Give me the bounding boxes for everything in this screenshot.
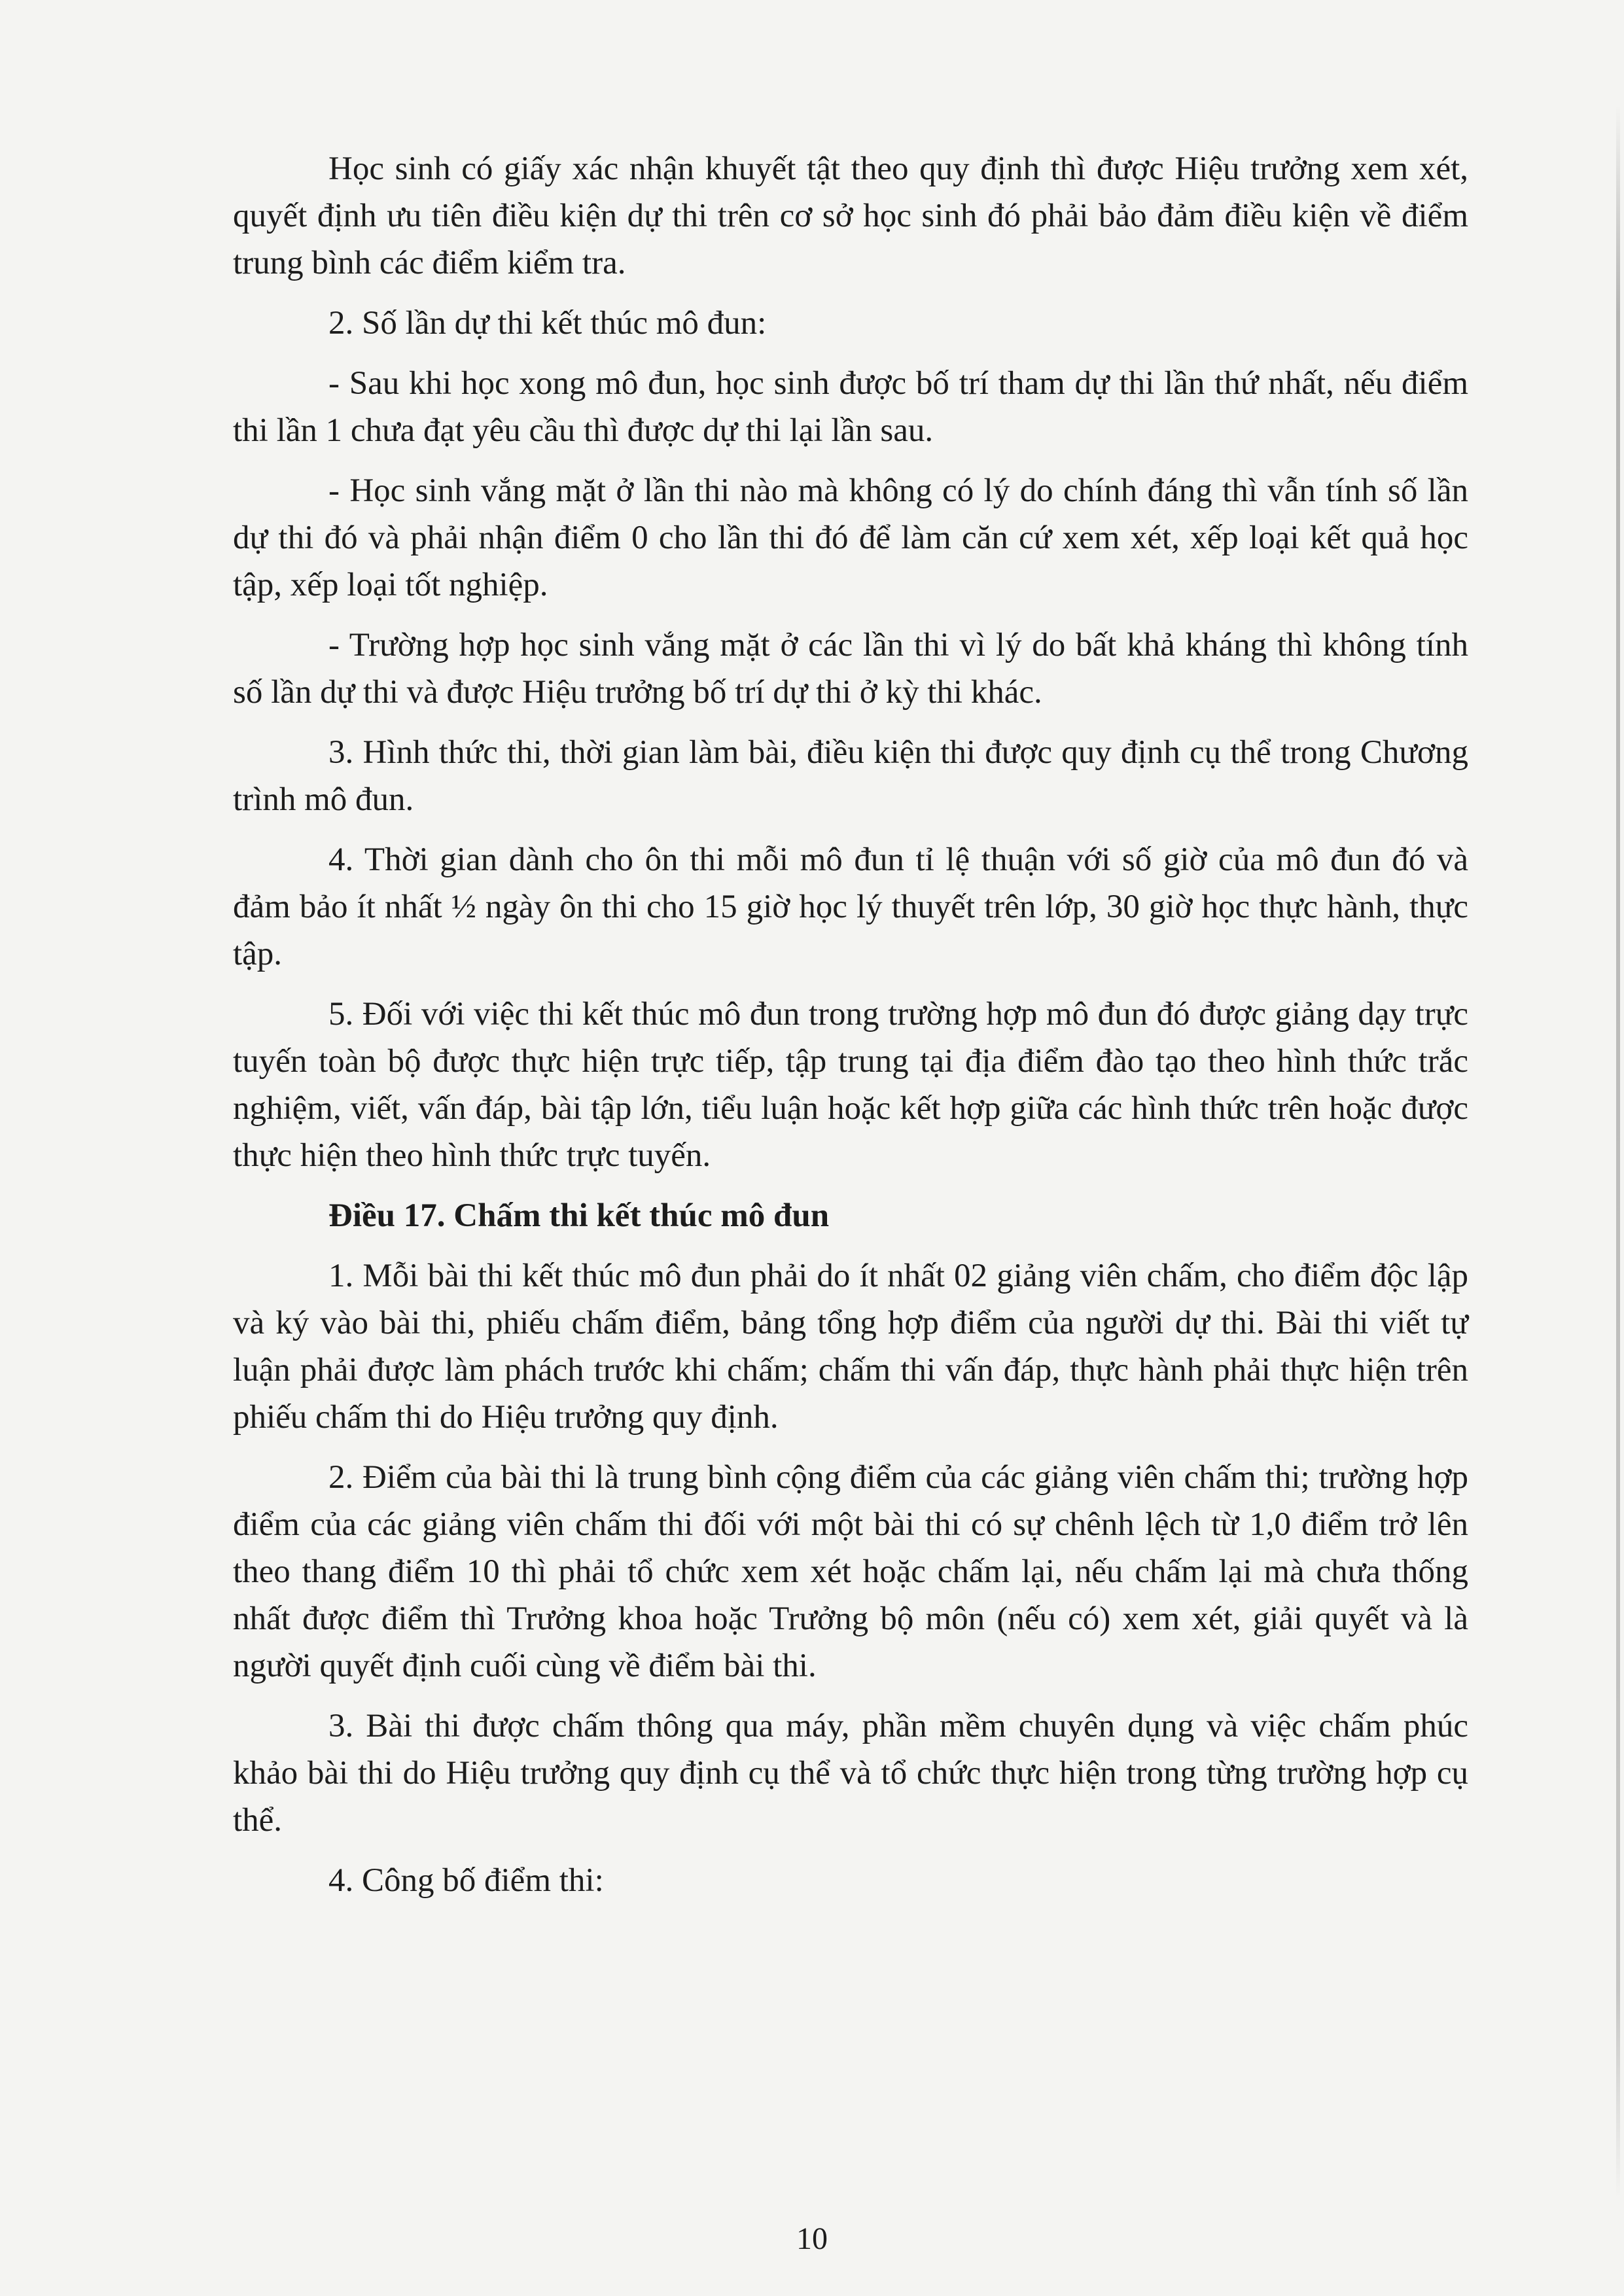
paragraph-machine-grading: 3. Bài thi được chấm thông qua máy, phần mềm chuyên dụng và việc chấm phúc khảo bài thi do Hiệu trưởng quy định cụ thể và tổ chức thực hiện trong từng trường hợp cụ thể.: [233, 1708, 1468, 1839]
paragraph-absence-force-majeure: - Trường hợp học sinh vắng mặt ở các lần thi vì lý do bất khả kháng thì không tính số lần dự thi và được Hiệu trưởng bố trí dự thi ở kỳ thi khác.: [233, 627, 1468, 711]
paragraph-exam-attempts-heading: 2. Số lần dự thi kết thúc mô đun:: [328, 305, 767, 342]
paragraph-review-time: 4. Thời gian dành cho ôn thi mỗi mô đun tỉ lệ thuận với số giờ của mô đun đó và đảm bảo ít nhất ½ ngày ôn thi cho 15 giờ học lý thuyết trên lớp, 30 giờ học thực hành, thực tập.: [233, 841, 1468, 972]
scan-edge-shadow: [1616, 105, 1620, 2199]
paragraph-absence-no-reason: - Học sinh vắng mặt ở lần thi nào mà không có lý do chính đáng thì vẫn tính số lần dự thi đó và phải nhận điểm 0 cho lần thi đó để làm căn cứ xem xét, xếp loại kết quả học tập, xếp loại tốt nghiệp.: [233, 472, 1468, 603]
paragraph-disability-priority: Học sinh có giấy xác nhận khuyết tật theo quy định thì được Hiệu trưởng xem xét, quyết định ưu tiên điều kiện dự thi trên cơ sở học sinh đó phải bảo đảm điều kiện về điểm trung bình các điểm kiểm tra.: [233, 150, 1468, 281]
paragraph-score-announcement: 4. Công bố điểm thi:: [328, 1862, 604, 1899]
page-number: 10: [796, 2221, 828, 2256]
paragraph-grading-two-lecturers: 1. Mỗi bài thi kết thúc mô đun phải do ít nhất 02 giảng viên chấm, cho điểm độc lập và ký vào bài thi, phiếu chấm điểm, bảng tổng hợp điểm của người dự thi. Bài thi viết tự luận phải được làm phách trước khi chấm; chấm thi vấn đáp, thực hành phải thực hiện trên phiếu chấm thi do Hiệu trưởng quy định.: [233, 1258, 1468, 1436]
paragraph-online-teaching-exam: 5. Đối với việc thi kết thúc mô đun trong trường hợp mô đun đó được giảng dạy trực tuyến toàn bộ được thực hiện trực tiếp, tập trung tại địa điểm đào tạo theo hình thức trắc nghiệm, viết, vấn đáp, bài tập lớn, tiểu luận hoặc kết hợp giữa các hình thức trên hoặc được thực hiện theo hình thức trực tuyến.: [233, 996, 1468, 1174]
paragraph-exam-format: 3. Hình thức thi, thời gian làm bài, điều kiện thi được quy định cụ thể trong Chương trình mô đun.: [233, 734, 1468, 818]
document-body: [233, 145, 1468, 1917]
paragraph-first-attempt: - Sau khi học xong mô đun, học sinh được bố trí tham dự thi lần thứ nhất, nếu điểm thi lần 1 chưa đạt yêu cầu thì được dự thi lại lần sau.: [233, 365, 1468, 449]
paragraph-score-average: 2. Điểm của bài thi là trung bình cộng điểm của các giảng viên chấm thi; trường hợp điểm của các giảng viên chấm thi đối với một bài thi có sự chênh lệch từ 1,0 điểm trở lên theo thang điểm 10 thì phải tổ chức xem xét hoặc chấm lại, nếu chấm lại mà chưa thống nhất được điểm thì Trưởng khoa hoặc Trưởng bộ môn (nếu có) xem xét, giải quyết và là người quyết định cuối cùng về điểm bài thi.: [233, 1459, 1468, 1684]
article-17-heading: Điều 17. Chấm thi kết thúc mô đun: [328, 1197, 830, 1234]
